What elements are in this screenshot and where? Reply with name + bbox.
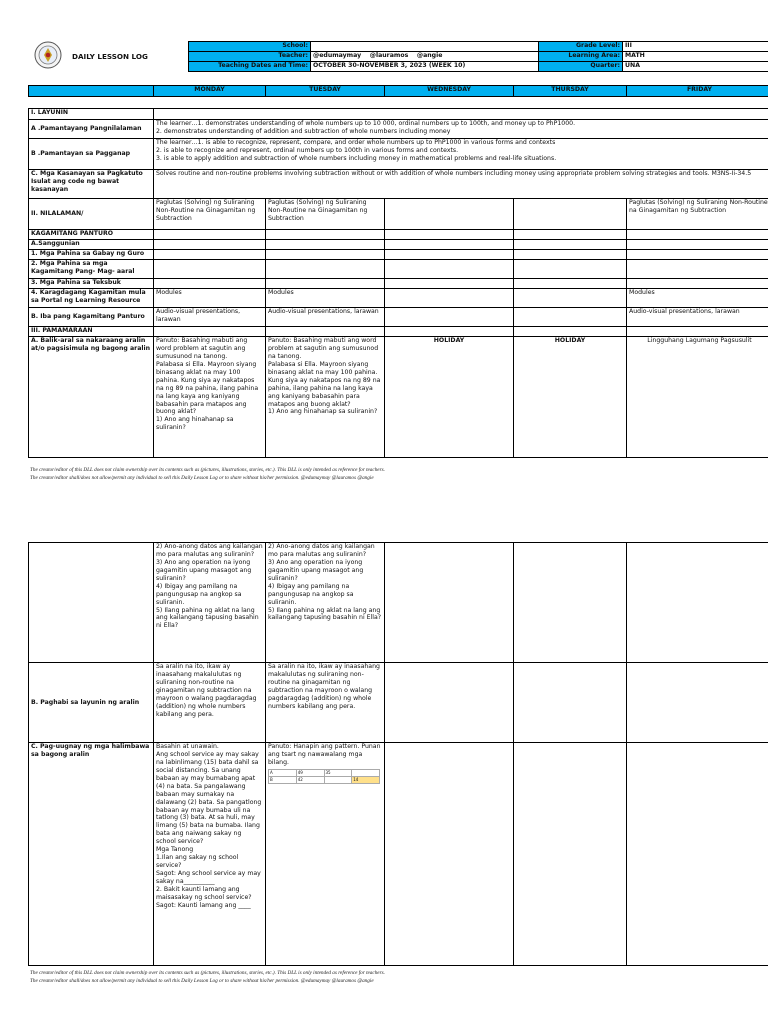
kasanayan-text: Solves routine and non-routine problems involving subtraction without or with addition of whole numbers including money using appropriate problem solving strategies and tools. M3NS-Ii-34.5 <box>154 170 768 199</box>
grade-level-value: III <box>623 42 768 52</box>
lesson-table-page-2 <box>28 542 768 966</box>
balik-aral-monday: Panuto: Basahing mabuti ang word problem at sagutin ang sumusunod na tanong. Palabasa si Ella. Mayroon siyang binasang aklat na may 100 pahina. Kung siya ay nakatapos na ng 89 na pahina, ilang pahina na lang kaya ang kaniyang babasahin para matapos ang buong aklat? 1) Ano ang hinahanap sa suliranin? <box>154 337 266 458</box>
pagganap-text: The learner…1. is able to recognize, represent, compare, and order whole numbers up to PhP1000 in various forms and contexts 2. is able to recognize and represent, ordinal numbers up to 100th in various forms and contexts. 3. is able to apply addition and subtraction of whole numbers including money in mathematical problems and real-life situations. <box>154 139 768 170</box>
modules-monday: Modules <box>154 289 266 308</box>
section-pamamaraan: III. PAMAMARAAN <box>29 327 154 337</box>
day-header-table <box>28 85 768 97</box>
pattern-cell: 49 <box>296 769 324 776</box>
lesson-table-page-1 <box>28 108 768 458</box>
teacher-value: @edumaymay @lauramos @angie <box>311 52 539 62</box>
balik-aral-tuesday: Panuto: Basahing mabuti ang word problem at sagutin ang sumusunod na tanong. Palabasa si Ella. Mayroon siyang binasang aklat na may 100 pahina. Kung siya ay nakatapos na ng 89 na pahina, ilang pahina na lang kaya ang kaniyang babasahin para matapos ang buong aklat? 1) Ano ang hinahanap sa suliranin? <box>266 337 385 458</box>
footnote-page-1 <box>30 467 385 482</box>
balik-aral-friday: Lingguhang Lagumang Pagsusulit <box>627 337 768 458</box>
header-info-table <box>188 41 768 72</box>
nilalaman-wednesday <box>385 199 514 230</box>
nilalaman-thursday <box>514 199 627 230</box>
holiday-wednesday: HOLIDAY <box>385 337 514 458</box>
balik-aral-continued-monday: 2) Ano-anong datos ang kailangan mo para malutas ang suliranin? 3) Ano ang operation na iyong gagamitin upang masagot ang suliranin? 4) Ibigay ang pamilang na pangungusap na angkop sa suliranin. 5) Ilang pahina ng aklat na lang ang kailangang tapusing basahin ni Ella? <box>154 543 266 663</box>
modules-friday: Modules <box>627 289 768 308</box>
day-thursday: THURSDAY <box>514 86 627 97</box>
pag-uugnay-monday: Basahin at unawain. Ang school service ay may sakay na labinlimang (15) bata dahil sa social distancing. Sa unang babaan ay may bumabang apat (4) na bata. Sa pangalawang babaan may sumakay na dalawang (2) bata. Sa pangatlong babaan ay may bumaba uli na tatlong (3) bata. At sa huli, may limang (5) bata na bumaba. Ilang bata ang naiwang sakay ng school service? Mga Tanong 1.Ilan ang sakay ng school service? Sagot: Ang school service ay may sakay na__________ 2. Bakit kaunti lamang ang maisasakay ng school service? Sagot: Kaunti lamang ang ____ <box>154 743 266 966</box>
school-label: School: <box>189 42 311 52</box>
row-label-kagamitan: KAGAMITANG PANTURO <box>29 230 154 240</box>
row-label-gabay: 1. Mga Pahina sa Gabay ng Guro <box>29 250 154 260</box>
balik-aral-continued-tuesday: 2) Ano-anong datos ang kailangan mo para malutas ang suliranin? 3) Ano ang operation na iyong gagamitin upang masagot ang suliranin? 4) Ibigay ang pamilang na pangungusap na angkop sa suliranin. 5) Ilang pahina ng aklat na lang ang kailangang tapusing basahin ni Ella? <box>266 543 385 663</box>
footnote-page-2 <box>30 970 385 985</box>
paghabi-tuesday: Sa aralin na ito, ikaw ay inaasahang makalulutas ng suliraning non-routine na ginagamitan ng subtraction na mayroon o walang pagdaragdag (addition) ng whole numbers kabilang ang pera. <box>266 663 385 743</box>
learning-area-value: MATH <box>623 52 768 62</box>
footnote-line-1: The creator/editor of this DLL does not claim ownership over its contents such as (pictures, illustrations, stories, etc.). This DLL is only intended as reference for teachers. <box>30 970 385 976</box>
pattern-cell: A <box>269 769 297 776</box>
pattern-cell: 14 <box>352 776 380 783</box>
nilalaman-monday: Paglutas (Solving) ng Suliraning Non-Routine na Ginagamitan ng Subtraction <box>154 199 266 230</box>
day-monday: MONDAY <box>154 86 266 97</box>
row-label-pag-uugnay: C. Pag-uugnay ng mga halimbawa sa bagong aralin <box>29 743 154 966</box>
row-label-kagamitang-pang-mag-aaral: 2. Mga Pahina sa mga Kagamitang Pang- Mag- aaral <box>29 260 154 279</box>
grade-level-label: Grade Level: <box>539 42 623 52</box>
pag-uugnay-tuesday: Panuto: Hanapin ang pattern. Punan ang tsart ng nawawalang mga bilang. <box>268 743 381 766</box>
school-value <box>311 42 539 52</box>
layunin-blank <box>154 109 768 120</box>
row-label-teksbuk: 3. Mga Pahina sa Teksbuk <box>29 279 154 289</box>
nilalaman-tuesday: Paglutas (Solving) ng Suliraning Non-Routine na Ginagamitan ng Subtraction <box>266 199 385 230</box>
learning-area-label: Learning Area: <box>539 52 623 62</box>
section-layunin: I. LAYUNIN <box>29 109 154 120</box>
audio-visual-monday: Audio-visual presentations, larawan <box>154 308 266 327</box>
teaching-dates-value: OCTOBER 30-NOVEMBER 3, 2023 (WEEK 10) <box>311 62 539 72</box>
quarter-value: UNA <box>623 62 768 72</box>
pattern-cell: B <box>269 776 297 783</box>
row-label-nilalaman: II. NILALAMAN/ <box>29 199 154 230</box>
pattern-cell: 35 <box>324 769 352 776</box>
continued-blank-label <box>29 543 154 663</box>
footnote-line-2: The creator/editor shall/does not allow/permit any individual to sell this Daily Lesson Log or to share without his/her permission. @edumaymay @lauramos @angie <box>30 474 374 481</box>
holiday-thursday: HOLIDAY <box>514 337 627 458</box>
audio-visual-tuesday: Audio-visual presentations, larawan <box>266 308 385 327</box>
deped-seal-icon <box>34 41 62 69</box>
teaching-dates-label: Teaching Dates and Time: <box>189 62 311 72</box>
paghabi-monday: Sa aralin na ito, ikaw ay inaasahang makalulutas ng suliraning non-routine na ginagamitan ng subtraction na mayroon o walang pagdaragdag (addition) ng whole numbers kabilang ang pera. <box>154 663 266 743</box>
day-wednesday: WEDNESDAY <box>385 86 514 97</box>
day-tuesday: TUESDAY <box>266 86 385 97</box>
audio-visual-friday: Audio-visual presentations, larawan <box>627 308 768 327</box>
day-header-blank <box>29 86 154 97</box>
pattern-row <box>269 769 380 776</box>
pattern-cell: 42 <box>296 776 324 783</box>
row-label-iba-pang: B. Iba pang Kagamitang Panturo <box>29 308 154 327</box>
row-label-karagdagang: 4. Karagdagang Kagamitan mula sa Portal ng Learning Resource <box>29 289 154 308</box>
pattern-chart <box>268 769 380 784</box>
pangnilalaman-text: The learner…1. demonstrates understanding of whole numbers up to 10 000, ordinal numbers up to 100th, and money up to PhP1000. 2. demonstrates understanding of addition and subtraction of whole numbers including money <box>154 120 768 139</box>
row-label-pangnilalaman: A .Pamantayang Pangnilalaman <box>29 120 154 139</box>
row-label-paghabi: B. Paghabi sa layunin ng aralin <box>29 663 154 743</box>
footnote-line-1: The creator/editor of this DLL does not claim ownership over its contents such as (pictures, illustrations, stories, etc.). This DLL is only intended as reference for teachers. <box>30 467 385 473</box>
footnote-line-2: The creator/editor shall/does not allow/permit any individual to sell this Daily Lesson Log or to share without his/her permission. @edumaymay @lauramos @angie <box>30 977 374 984</box>
quarter-label: Quarter: <box>539 62 623 72</box>
row-label-sanggunian: A.Sanggunian <box>29 240 154 250</box>
nilalaman-friday: Paglutas (Solving) ng Suliraning Non-Routine na Ginagamitan ng Subtraction <box>627 199 768 230</box>
pag-uugnay-tuesday-cell <box>266 743 385 966</box>
pattern-cell <box>352 769 380 776</box>
row-label-balik-aral: A. Balik-aral sa nakaraang aralin at/o pagsisimula ng bagong aralin <box>29 337 154 458</box>
pattern-cell <box>324 776 352 783</box>
row-label-pagganap: B .Pamantayan sa Pagganap <box>29 139 154 170</box>
modules-tuesday: Modules <box>266 289 385 308</box>
teacher-label: Teacher: <box>189 52 311 62</box>
day-friday: FRIDAY <box>627 86 768 97</box>
pattern-row <box>269 776 380 783</box>
document-title: DAILY LESSON LOG <box>72 52 148 61</box>
row-label-kasanayan: C. Mga Kasanayan sa Pagkatuto Isulat ang code ng bawat kasanayan <box>29 170 154 199</box>
